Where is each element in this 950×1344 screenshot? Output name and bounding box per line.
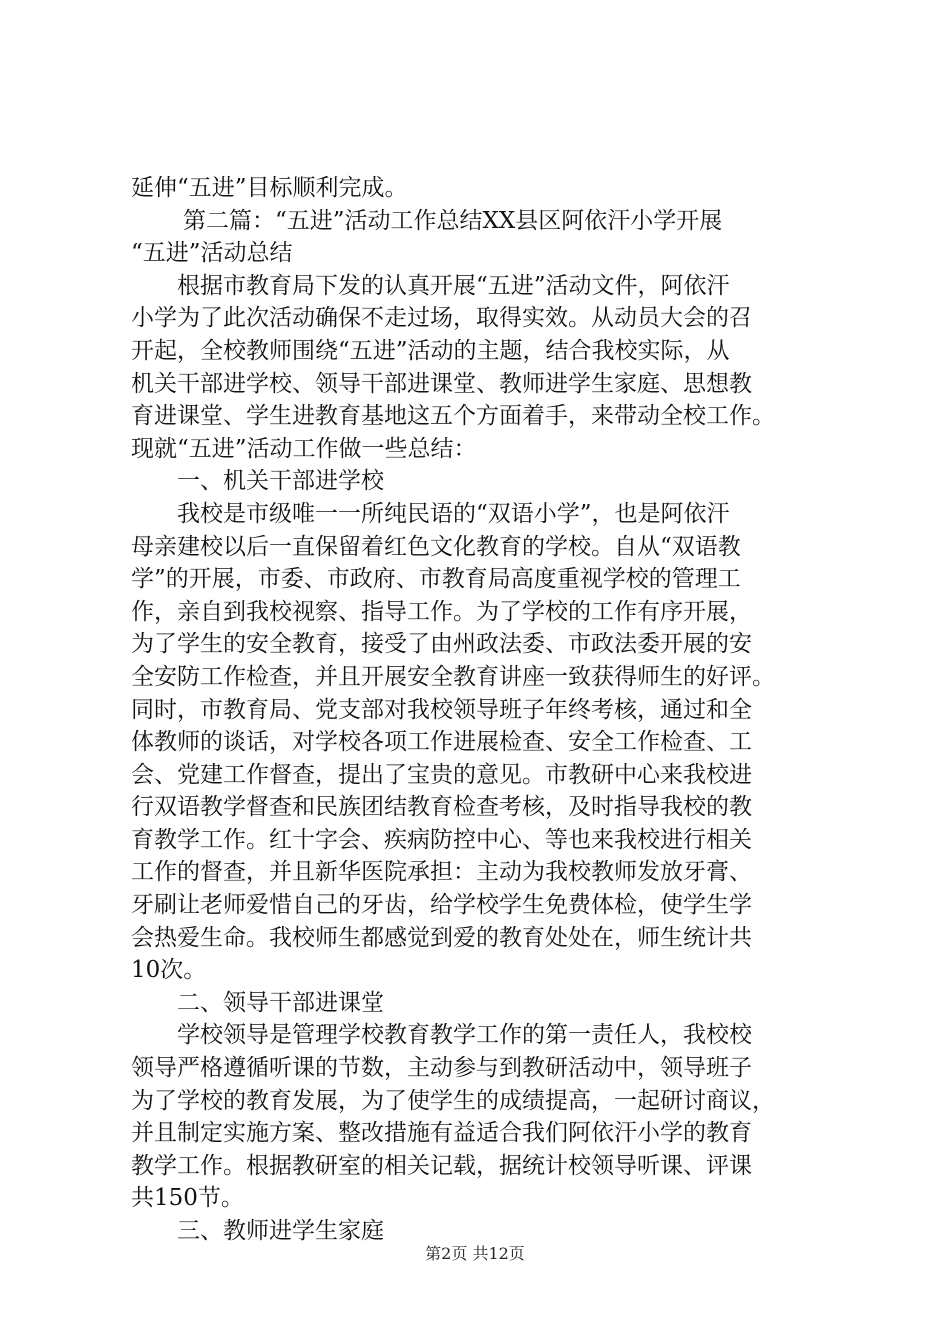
text-line: 根据市教育局下发的认真开展“五进”活动文件，阿依汗	[177, 272, 730, 299]
text-line: 为了学校的教育发展，为了使学生的成绩提高，一起研讨商议，	[131, 1087, 775, 1114]
heading-line: 二、领导干部进课堂	[177, 989, 384, 1016]
text-line: 小学为了此次活动确保不走过场，取得实效。从动员大会的召	[131, 305, 752, 332]
text-line: 作，亲自到我校视察、指导工作。为了学校的工作有序开展，	[131, 598, 752, 625]
text-line: 体教师的谈话，对学校各项工作进展检查、安全工作检查、工	[131, 729, 752, 756]
text-line: 学校领导是管理学校教育教学工作的第一责任人，我校校	[177, 1022, 752, 1049]
text-line: 学”的开展，市委、市政府、市教育局高度重视学校的管理工	[131, 566, 741, 593]
section-title-line: “五进”活动总结	[131, 240, 293, 267]
text-line: 我校是市级唯一一所纯民语的“双语小学”，也是阿依汗	[177, 500, 730, 527]
text-line: 牙刷让老师爱惜自己的牙齿，给学校学生免费体检，使学生学	[131, 892, 752, 919]
text-line: 育教学工作。红十字会、疾病防控中心、等也来我校进行相关	[131, 826, 752, 853]
text-line: 开起，全校教师围绕“五进”活动的主题，结合我校实际，从	[131, 337, 730, 364]
text-line: 并且制定实施方案、整改措施有益适合我们阿依汗小学的教育	[131, 1120, 752, 1147]
heading-line: 三、教师进学生家庭	[177, 1218, 384, 1244]
text-line: 会、党建工作督查，提出了宝贵的意见。市教研中心来我校进	[131, 761, 752, 788]
text-line: 行双语教学督查和民族团结教育检查考核，及时指导我校的教	[131, 794, 752, 821]
text-line: 现就“五进”活动工作做一些总结：	[131, 435, 477, 462]
document-body	[131, 172, 831, 1248]
text-line: 为了学生的安全教育，接受了由州政法委、市政法委开展的安	[131, 631, 752, 658]
page-number-footer: 第2页 共12页	[425, 1244, 525, 1263]
text-line: 育进课堂、学生进教育基地这五个方面着手，来带动全校工作。	[131, 403, 775, 430]
text-line: 10次。	[131, 957, 207, 984]
heading-line: 一、机关干部进学校	[177, 468, 384, 495]
text-line: 同时，市教育局、党支部对我校领导班子年终考核，通过和全	[131, 696, 752, 723]
text-line: 共150节。	[131, 1185, 244, 1212]
text-line: 教学工作。根据教研室的相关记载，据统计校领导听课、评课	[131, 1152, 752, 1179]
section-title-line: 第二篇：“五进”活动工作总结XX县区阿依汗小学开展	[183, 207, 723, 234]
text-line: 母亲建校以后一直保留着红色文化教育的学校。自从“双语教	[131, 533, 741, 560]
text-line: 领导严格遵循听课的节数，主动参与到教研活动中，领导班子	[131, 1055, 752, 1082]
text-line: 工作的督查，并且新华医院承担：主动为我校教师发放牙膏、	[131, 859, 752, 886]
text-line: 延伸“五进”目标顺利完成。	[131, 175, 408, 201]
text-line: 会热爱生命。我校师生都感觉到爱的教育处处在，师生统计共	[131, 924, 752, 951]
text-line: 机关干部进学校、领导干部进课堂、教师进学生家庭、思想教	[131, 370, 752, 397]
text-line: 全安防工作检查，并且开展安全教育讲座一致获得师生的好评。	[131, 663, 775, 690]
